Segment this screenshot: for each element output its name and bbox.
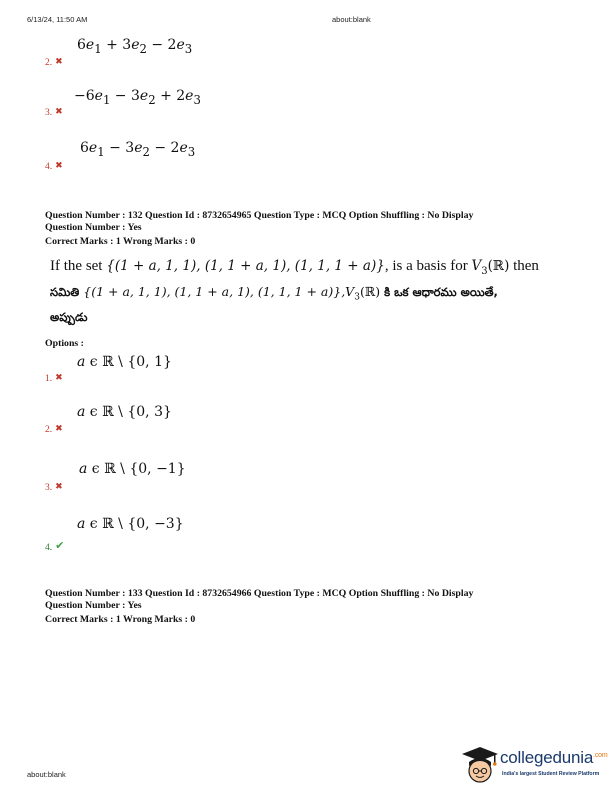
- wrong-mark-icon: ✖: [55, 106, 63, 116]
- q133-meta-line3: Correct Marks : 1 Wrong Marks : 0: [45, 614, 196, 625]
- q133-meta-line2: Question Number : Yes: [45, 600, 142, 611]
- prev-option-4-number: 4. ✖: [45, 160, 63, 172]
- q132-text-telugu: సమితి {(1 + a, 1, 1), (1, 1 + a, 1), (1, 1, $1 + a)\},V_3(ℝ)$ కి ఒక ఆధారము అయితే,: [50, 284, 498, 303]
- q132-option-3-expr: a ϵ ℝ \ {0, −1}: [79, 461, 186, 477]
- collegedunia-tagline: India's largest Student Review Platform: [502, 771, 600, 777]
- wrong-mark-icon: ✖: [55, 481, 63, 491]
- collegedunia-wordmark: collegedunia$^{.com}$: [500, 748, 608, 767]
- q133-meta-line1: Question Number : 133 Question Id : 8732654966 Question Type : MCQ Option Shuffling : No Display: [45, 588, 474, 599]
- print-datetime: 6/13/24, 11:50 AM: [27, 15, 88, 24]
- wrong-mark-icon: ✖: [55, 372, 63, 382]
- prev-option-4-expr: $6e_1 - 3e_2 - 2e_3$: [80, 140, 196, 159]
- q132-option-4-number: 4. ✔: [45, 540, 65, 553]
- q132-text-english: If the set {(1 + a, 1, 1), (1, 1 + a, 1), (1, 1, 1 + a)}, is a basis for $V_3(ℝ)$ then: [50, 258, 539, 277]
- correct-check-icon: ✔: [55, 540, 65, 552]
- prev-option-3-number: 3. ✖: [45, 106, 63, 118]
- wrong-mark-icon: ✖: [55, 56, 63, 66]
- wrong-mark-icon: ✖: [55, 160, 63, 170]
- prev-option-2-number: 2. ✖: [45, 56, 63, 68]
- q132-text-telugu-line2: అప్పుడు: [50, 310, 88, 324]
- q132-option-4-expr: a ϵ ℝ \ {0, −3}: [77, 516, 184, 532]
- q132-option-2-number: 2. ✖: [45, 423, 63, 435]
- q132-set-expression: {(1 + a, 1, 1), (1, 1 + a, 1), (1, 1, 1 + a)}: [106, 258, 385, 274]
- print-page-title: about:blank: [332, 15, 371, 24]
- q132-option-2-expr: a ϵ ℝ \ {0, 3}: [77, 404, 172, 420]
- q132-option-3-number: 3. ✖: [45, 481, 63, 493]
- options-label: Options :: [45, 338, 84, 349]
- q132-meta-line2: Question Number : Yes: [45, 222, 142, 233]
- q132-option-1-number: 1. ✖: [45, 372, 63, 384]
- print-footer-url: about:blank: [27, 770, 66, 779]
- q132-meta-line1: Question Number : 132 Question Id : 8732654965 Question Type : MCQ Option Shuffling : No Display: [45, 210, 474, 221]
- wrong-mark-icon: ✖: [55, 423, 63, 433]
- prev-option-3-expr: $-6e_1 - 3e_2 + 2e_3$: [74, 88, 201, 107]
- q132-meta-line3: Correct Marks : 1 Wrong Marks : 0: [45, 236, 196, 247]
- prev-option-2-expr: $6e_1 + 3e_2 - 2e_3$: [77, 37, 193, 56]
- q132-option-1-expr: a ϵ ℝ \ {0, 1}: [77, 354, 172, 370]
